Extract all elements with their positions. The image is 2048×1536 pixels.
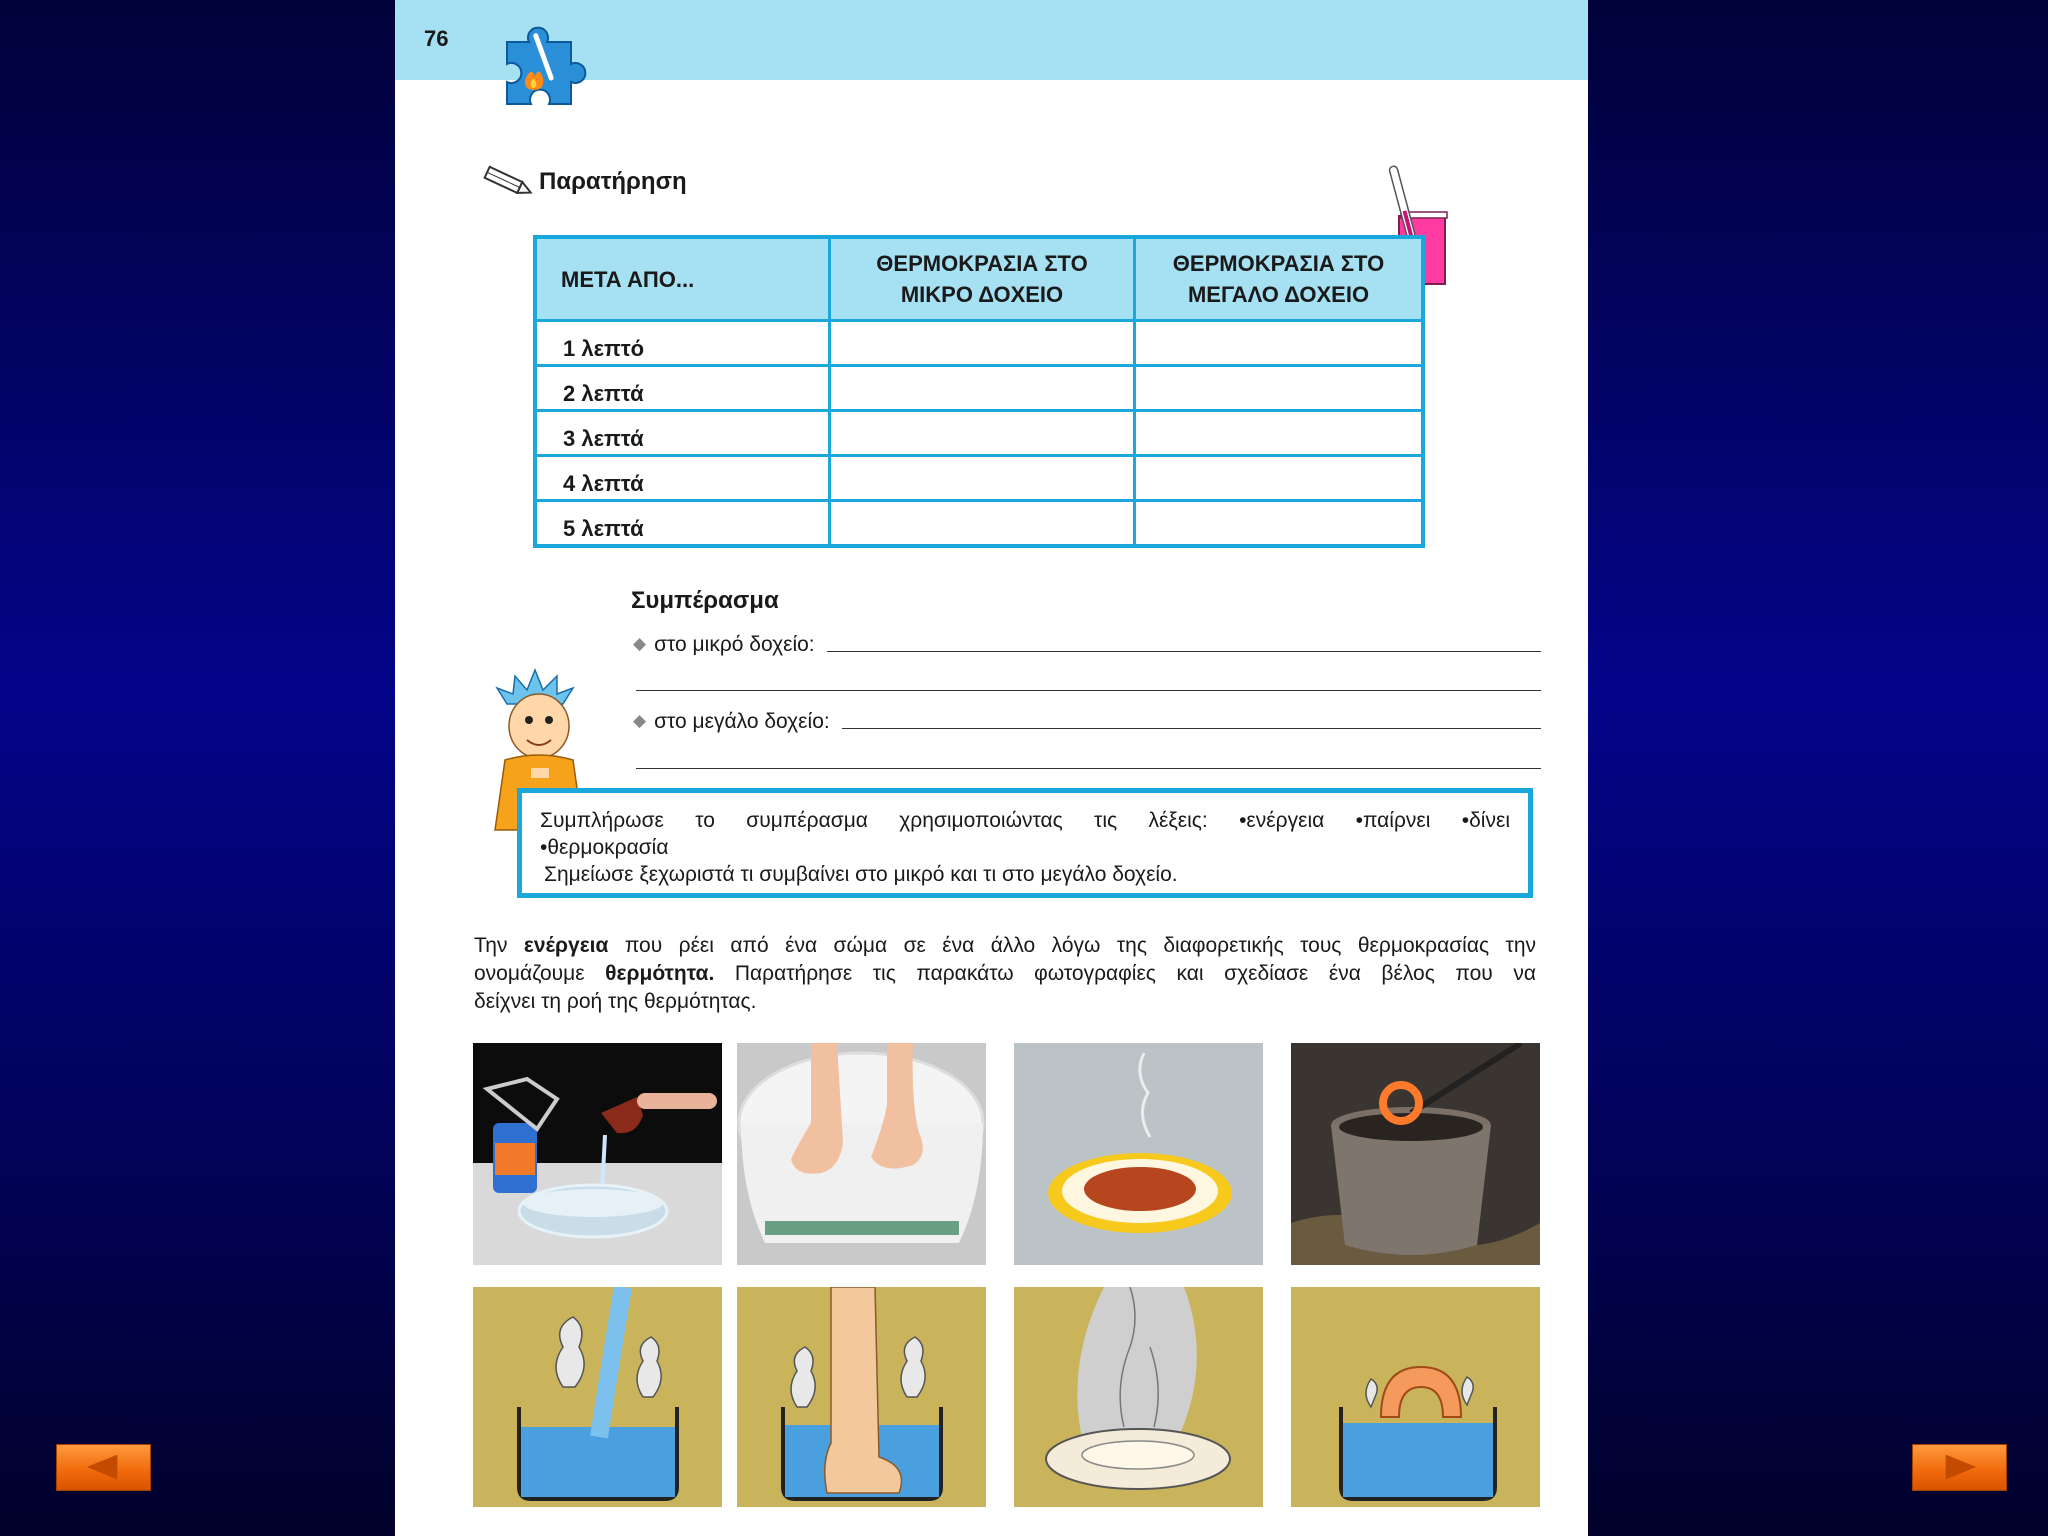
small-container-cell[interactable] (830, 501, 1135, 547)
header-big-line2: ΜΕΓΑΛΟ ΔΟΧΕΙΟ (1187, 282, 1370, 307)
small-container-cell[interactable] (830, 321, 1135, 366)
big-container-cell[interactable] (1135, 411, 1424, 456)
next-page-button[interactable] (1912, 1444, 2007, 1491)
diamond-bullet-icon: ◆ (633, 634, 647, 653)
paragraph-text: Την (474, 934, 524, 957)
paragraph-line-2 (474, 960, 1536, 988)
conclusion-small-answer-line[interactable] (827, 651, 1541, 652)
table-header-row (535, 237, 1423, 321)
big-container-cell[interactable] (1135, 321, 1424, 366)
conclusion-big-answer-line-2[interactable] (636, 768, 1541, 769)
header-small-line2: ΜΙΚΡΟ ΔΟΧΕΙΟ (900, 282, 1064, 307)
conclusion-big-label: στο μεγάλο δοχείο: (654, 710, 830, 733)
big-container-cell[interactable] (1135, 366, 1424, 411)
photo-hot-soup-plate (1014, 1043, 1263, 1265)
conclusion-big-row (633, 710, 1541, 734)
big-container-cell[interactable] (1135, 501, 1424, 547)
table-row (535, 456, 1423, 501)
hint-line-3: Σημείωσε ξεχωριστά τι συμβαίνει στο μικρό και τι στο μεγάλο δοχείο. (544, 863, 1178, 886)
hint-line-2: •θερμοκρασία (540, 836, 669, 859)
paragraph-line-1 (474, 932, 1536, 960)
header-big-container (1135, 237, 1424, 321)
big-container-cell[interactable] (1135, 456, 1424, 501)
table-row (535, 501, 1423, 547)
observation-heading (479, 160, 687, 204)
small-container-cell[interactable] (830, 456, 1135, 501)
row-label: 1 λεπτό (535, 321, 830, 366)
photo-pouring-hot-water (473, 1043, 722, 1265)
conclusion-small-label: στο μικρό δοχείο: (654, 633, 815, 656)
paragraph-text: Παρατήρησε τις παρακάτω φωτογραφίες και σχεδίασε ένα βέλος που να (714, 962, 1536, 985)
hint-box (517, 788, 1533, 898)
paragraph-text: ονομάζουμε (474, 962, 606, 985)
conclusion-big-answer-line[interactable] (842, 728, 1541, 729)
table-row (535, 366, 1423, 411)
paragraph-text: που ρέει από ένα σώμα σε ένα άλλο λόγω της διαφορετικής τους θερμοκρασίας την (608, 934, 1536, 957)
header-small-container (830, 237, 1135, 321)
diagram-foot-in-water (737, 1287, 986, 1507)
page-number: 76 (424, 26, 449, 51)
row-label: 4 λεπτά (535, 456, 830, 501)
row-label: 2 λεπτά (535, 366, 830, 411)
paragraph-line-3: δείχνει τη ροή της θερμότητας. (474, 990, 757, 1013)
header-big-line1: ΘΕΡΜΟΚΡΑΣΙΑ ΣΤΟ (1172, 251, 1385, 276)
observation-table (533, 235, 1425, 548)
textbook-page (395, 0, 1588, 1536)
photo-hot-iron-in-bucket (1291, 1043, 1540, 1265)
row-label: 3 λεπτά (535, 411, 830, 456)
previous-page-button[interactable] (56, 1444, 151, 1491)
diamond-bullet-icon: ◆ (633, 711, 647, 730)
conclusion-small-answer-line-2[interactable] (636, 690, 1541, 691)
small-container-cell[interactable] (830, 366, 1135, 411)
diagram-hot-iron-in-water (1291, 1287, 1540, 1507)
header-small-line1: ΘΕΡΜΟΚΡΑΣΙΑ ΣΤΟ (876, 251, 1088, 276)
table-row (535, 321, 1423, 366)
row-label: 5 λεπτά (535, 501, 830, 547)
diagram-hot-water-into-cold (473, 1287, 722, 1507)
header-after: ΜΕΤΑ ΑΠΟ... (535, 237, 830, 321)
term-energy: ενέργεια (523, 934, 609, 957)
conclusion-title: Συμπέρασμα (631, 587, 779, 614)
observation-title: Παρατήρηση (539, 168, 687, 195)
small-container-cell[interactable] (830, 411, 1135, 456)
diagram-steaming-plate (1014, 1287, 1263, 1507)
arrow-right-icon (1913, 1445, 2006, 1490)
hint-line-1: Συμπλήρωσε το συμπέρασμα χρησιμοποιώντας τις λέξεις: •ενέργεια •παίρνει •δίνει (540, 809, 1510, 832)
heat-definition-paragraph (474, 932, 1536, 1016)
arrow-left-icon (57, 1445, 150, 1490)
pencil-icon (479, 160, 537, 204)
photo-feet-in-basin (737, 1043, 986, 1265)
term-heat: θερμότητα. (605, 962, 715, 985)
table-row (535, 411, 1423, 456)
puzzle-thermometer-icon (487, 14, 597, 124)
conclusion-small-row (633, 633, 1541, 657)
